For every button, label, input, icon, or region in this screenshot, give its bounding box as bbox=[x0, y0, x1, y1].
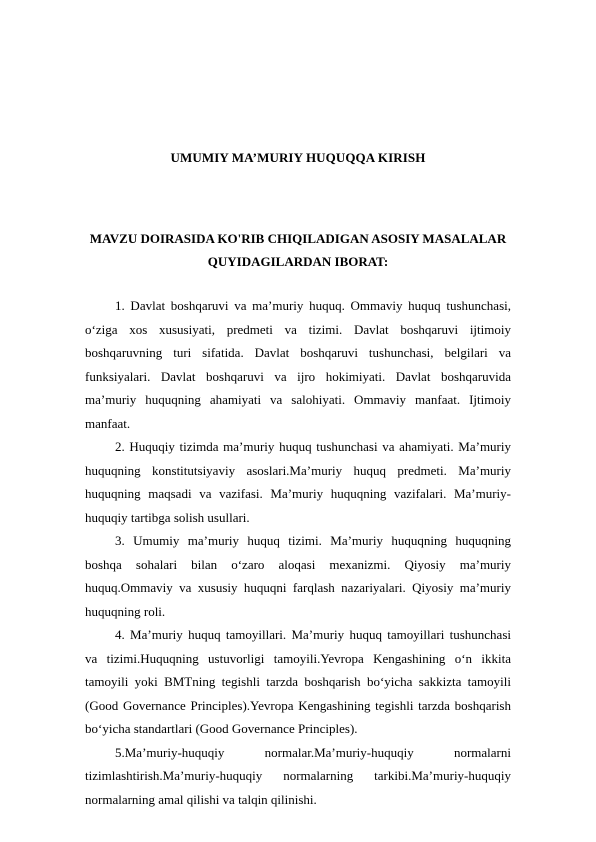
body-text bbox=[85, 294, 511, 811]
paragraph-1: 1. Davlat boshqaruvi va ma’muriy huquq. Ommaviy huquq tushunchasi, o‘ziga xos xususiyati, predmeti va tizimi. Davlat boshqaruvi ijtimoiy boshqaruvning turi sifatida. Davlat boshqaruvi tushunchasi, belgilari va funksiyalari. Davlat boshqaruvi va ijro hokimiyati. Davlat boshqaruvida ma’muriy huquqning ahamiyati va salohiyati. Ommaviy manfaat. Ijtimoiy manfaat. bbox=[85, 298, 511, 431]
section-heading: MAVZU DOIRASIDA KO'RIB CHIQILADIGAN ASOSIY MASALALAR QUYIDAGILARDAN IBORAT: bbox=[89, 231, 507, 269]
paragraph-2: 2. Huquqiy tizimda ma’muriy huquq tushunchasi va ahamiyati. Ma’muriy huquqning konstitutsiyaviy asoslari.Ma’muriy huquq predmeti. Ma’muriy huquqning maqsadi va vazifasi. Ma’muriy huquqning vazifalari. Ma’muriy-huquqiy tartibga solish usullari. bbox=[85, 439, 511, 525]
paragraph-5: 5.Ma’muriy-huquqiy normalar.Ma’muriy-huquqiy normalarni tizimlashtirish.Ma’muriy-huquqiy normalarning tarkibi.Ma’muriy-huquqiy normalarning amal qilishi va talqin qilinishi. bbox=[85, 744, 511, 807]
document-title: UMUMIY MA’MURIY HUQUQQA KIRISH bbox=[170, 150, 426, 165]
paragraph-3: 3. Umumiy ma’muriy huquq tizimi. Ma’muriy huquqning huquqning boshqa sohalari bilan o‘zaro aloqasi mexanizmi. Qiyosiy ma’muriy huquq.Ommaviy va xususiy huquqni farqlash nazariyalari. Qiyosiy ma’muriy huquqning roli. bbox=[85, 533, 511, 619]
paragraph-4: 4. Ma’muriy huquq tamoyillari. Ma’muriy huquq tamoyillari tushunchasi va tizimi.Huquqning ustuvorligi tamoyili.Yevropa Kengashining o‘n ikkita tamoyili yoki BMTning tegishli tarzda boshqarish bo‘yicha sakkizta tamoyili (Good Governance Principles).Yevropa Kengashining tegishli tarzda boshqarish bo‘yicha standartlari (Good Governance Principles). bbox=[85, 627, 511, 736]
